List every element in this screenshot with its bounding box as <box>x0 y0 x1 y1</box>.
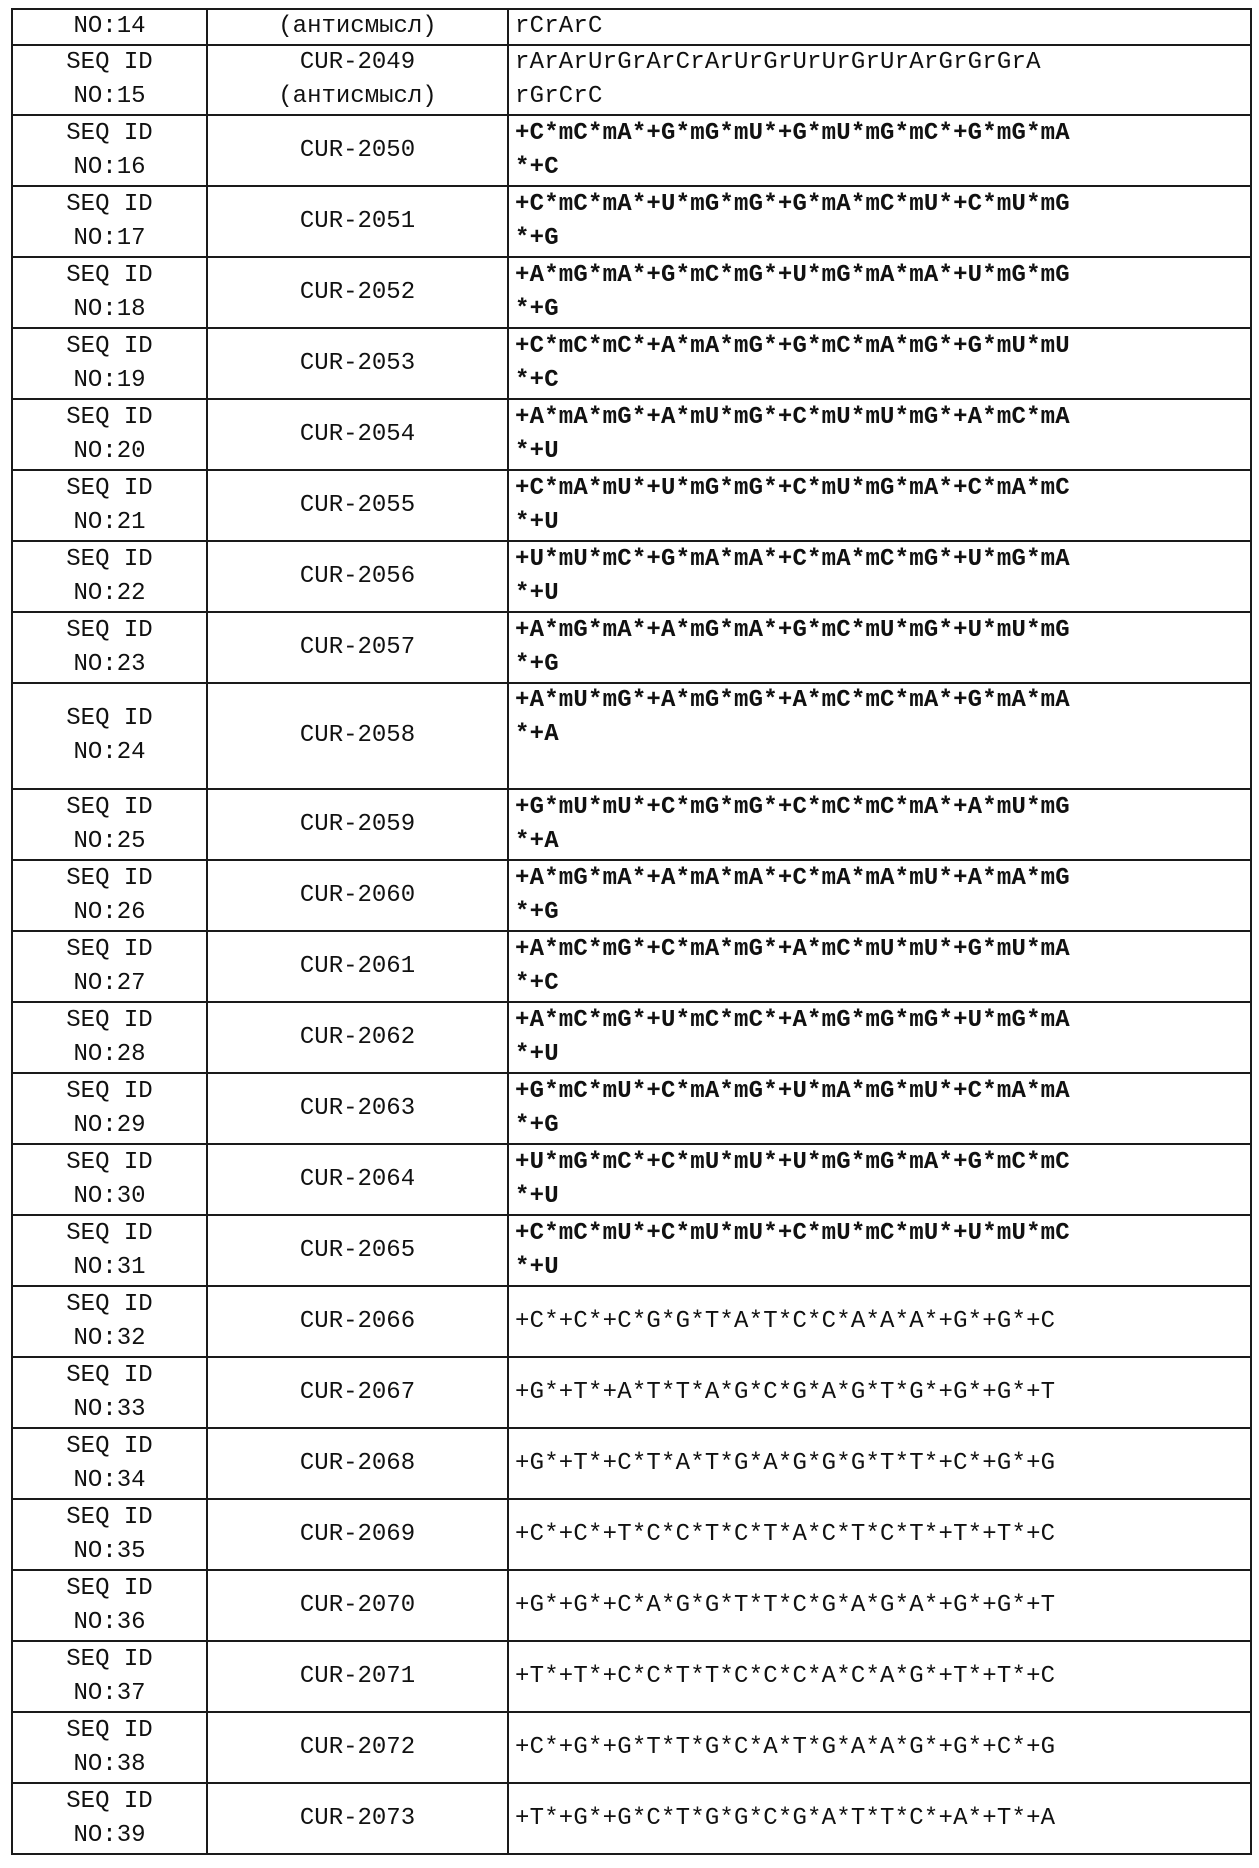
seq-id-cell: SEQ ID NO:24 <box>12 683 207 789</box>
compound-cell: CUR-2051 <box>207 186 508 257</box>
compound-cell: CUR-2061 <box>207 931 508 1002</box>
sequence-cell: +U*mU*mC*+G*mA*mA*+C*mA*mC*mG*+U*mG*mA *+U <box>508 541 1251 612</box>
seq-id-cell: SEQ ID NO:37 <box>12 1641 207 1712</box>
seq-id-cell: SEQ ID NO:31 <box>12 1215 207 1286</box>
compound-cell: CUR-2058 <box>207 683 508 789</box>
sequence-cell: +T*+G*+G*C*T*G*G*C*G*A*T*T*C*+A*+T*+A <box>508 1783 1251 1854</box>
seq-id-cell: SEQ ID NO:38 <box>12 1712 207 1783</box>
table-row <box>12 1499 1251 1570</box>
seq-id-cell: SEQ ID NO:27 <box>12 931 207 1002</box>
table-row <box>12 1215 1251 1286</box>
compound-cell: CUR-2063 <box>207 1073 508 1144</box>
seq-id-cell: SEQ ID NO:22 <box>12 541 207 612</box>
compound-cell: CUR-2057 <box>207 612 508 683</box>
sequence-cell: +A*mG*mA*+A*mA*mA*+C*mA*mA*mU*+A*mA*mG *+G <box>508 860 1251 931</box>
sequence-cell: +C*mC*mC*+A*mA*mG*+G*mC*mA*mG*+G*mU*mU *+C <box>508 328 1251 399</box>
sequence-cell: +G*+T*+A*T*T*A*G*C*G*A*G*T*G*+G*+G*+T <box>508 1357 1251 1428</box>
sequence-cell: +T*+T*+C*C*T*T*C*C*C*A*C*A*G*+T*+T*+C <box>508 1641 1251 1712</box>
compound-cell: CUR-2060 <box>207 860 508 931</box>
seq-id-cell: SEQ ID NO:33 <box>12 1357 207 1428</box>
sequence-cell: +G*+T*+C*T*A*T*G*A*G*G*G*T*T*+C*+G*+G <box>508 1428 1251 1499</box>
sequence-cell: +A*mC*mG*+U*mC*mC*+A*mG*mG*mG*+U*mG*mA *+U <box>508 1002 1251 1073</box>
compound-cell: CUR-2070 <box>207 1570 508 1641</box>
seq-id-cell: SEQ ID NO:23 <box>12 612 207 683</box>
sequence-cell: rCrArC <box>508 9 1251 45</box>
table-row <box>12 1428 1251 1499</box>
seq-id-cell: SEQ ID NO:34 <box>12 1428 207 1499</box>
table-row <box>12 1357 1251 1428</box>
sequence-cell: +G*mU*mU*+C*mG*mG*+C*mC*mC*mA*+A*mU*mG *+A <box>508 789 1251 860</box>
table-row <box>12 1570 1251 1641</box>
seq-id-cell: SEQ ID NO:16 <box>12 115 207 186</box>
seq-id-cell: SEQ ID NO:36 <box>12 1570 207 1641</box>
sequence-cell: rArArUrGrArCrArUrGrUrUrGrUrArGrGrGrA rGrCrC <box>508 45 1251 115</box>
seq-id-cell: SEQ ID NO:19 <box>12 328 207 399</box>
table-row <box>12 9 1251 45</box>
table-row <box>12 1712 1251 1783</box>
sequence-cell: +A*mU*mG*+A*mG*mG*+A*mC*mC*mA*+G*mA*mA *+A <box>508 683 1251 789</box>
table-row <box>12 860 1251 931</box>
compound-cell: CUR-2062 <box>207 1002 508 1073</box>
compound-cell: CUR-2072 <box>207 1712 508 1783</box>
sequence-cell: +C*mC*mU*+C*mU*mU*+C*mU*mC*mU*+U*mU*mC *+U <box>508 1215 1251 1286</box>
seq-id-cell: SEQ ID NO:18 <box>12 257 207 328</box>
table-body <box>12 9 1251 1854</box>
sequence-cell: +C*+C*+C*G*G*T*A*T*C*C*A*A*A*+G*+G*+C <box>508 1286 1251 1357</box>
table-row <box>12 1073 1251 1144</box>
table-row <box>12 789 1251 860</box>
compound-cell: CUR-2049 (антисмысл) <box>207 45 508 115</box>
table-row <box>12 1286 1251 1357</box>
table-row <box>12 45 1251 115</box>
sequence-cell: +C*mC*mA*+G*mG*mU*+G*mU*mG*mC*+G*mG*mA *+C <box>508 115 1251 186</box>
table-row <box>12 115 1251 186</box>
compound-cell: CUR-2064 <box>207 1144 508 1215</box>
seq-id-cell: SEQ ID NO:28 <box>12 1002 207 1073</box>
table-row <box>12 257 1251 328</box>
sequence-cell: +C*mA*mU*+U*mG*mG*+C*mU*mG*mA*+C*mA*mC *+U <box>508 470 1251 541</box>
table-row <box>12 541 1251 612</box>
compound-cell: CUR-2071 <box>207 1641 508 1712</box>
table-row <box>12 683 1251 789</box>
sequence-cell: +G*mC*mU*+C*mA*mG*+U*mA*mG*mU*+C*mA*mA *+G <box>508 1073 1251 1144</box>
seq-id-cell: NO:14 <box>12 9 207 45</box>
table-row <box>12 931 1251 1002</box>
compound-cell: CUR-2068 <box>207 1428 508 1499</box>
sequence-cell: +A*mC*mG*+C*mA*mG*+A*mC*mU*mU*+G*mU*mA *+C <box>508 931 1251 1002</box>
seq-id-cell: SEQ ID NO:21 <box>12 470 207 541</box>
seq-id-cell: SEQ ID NO:20 <box>12 399 207 470</box>
sequence-cell: +C*+G*+G*T*T*G*C*A*T*G*A*A*G*+G*+C*+G <box>508 1712 1251 1783</box>
sequence-cell: +U*mG*mC*+C*mU*mU*+U*mG*mG*mA*+G*mC*mC *+U <box>508 1144 1251 1215</box>
sequence-cell: +G*+G*+C*A*G*G*T*T*C*G*A*G*A*+G*+G*+T <box>508 1570 1251 1641</box>
compound-cell: CUR-2073 <box>207 1783 508 1854</box>
table-row <box>12 1641 1251 1712</box>
compound-cell: CUR-2059 <box>207 789 508 860</box>
table-row <box>12 1783 1251 1854</box>
compound-cell: CUR-2050 <box>207 115 508 186</box>
seq-id-cell: SEQ ID NO:17 <box>12 186 207 257</box>
compound-cell: CUR-2067 <box>207 1357 508 1428</box>
compound-cell: CUR-2056 <box>207 541 508 612</box>
table-row <box>12 328 1251 399</box>
compound-cell: CUR-2066 <box>207 1286 508 1357</box>
table-row <box>12 399 1251 470</box>
compound-cell: (антисмысл) <box>207 9 508 45</box>
seq-id-cell: SEQ ID NO:32 <box>12 1286 207 1357</box>
sequence-cell: +C*+C*+T*C*C*T*C*T*A*C*T*C*T*+T*+T*+C <box>508 1499 1251 1570</box>
seq-id-cell: SEQ ID NO:15 <box>12 45 207 115</box>
seq-id-cell: SEQ ID NO:25 <box>12 789 207 860</box>
table-row <box>12 612 1251 683</box>
compound-cell: CUR-2069 <box>207 1499 508 1570</box>
seq-id-cell: SEQ ID NO:26 <box>12 860 207 931</box>
seq-id-cell: SEQ ID NO:35 <box>12 1499 207 1570</box>
sequence-cell: +A*mA*mG*+A*mU*mG*+C*mU*mU*mG*+A*mC*mA *+U <box>508 399 1251 470</box>
compound-cell: CUR-2053 <box>207 328 508 399</box>
sequence-table <box>11 8 1252 1855</box>
seq-id-cell: SEQ ID NO:29 <box>12 1073 207 1144</box>
seq-id-cell: SEQ ID NO:30 <box>12 1144 207 1215</box>
table-row <box>12 470 1251 541</box>
table-row <box>12 1144 1251 1215</box>
table-row <box>12 1002 1251 1073</box>
sequence-cell: +A*mG*mA*+G*mC*mG*+U*mG*mA*mA*+U*mG*mG *+G <box>508 257 1251 328</box>
compound-cell: CUR-2054 <box>207 399 508 470</box>
compound-cell: CUR-2055 <box>207 470 508 541</box>
compound-cell: CUR-2052 <box>207 257 508 328</box>
sequence-cell: +A*mG*mA*+A*mG*mA*+G*mC*mU*mG*+U*mU*mG *+G <box>508 612 1251 683</box>
seq-id-cell: SEQ ID NO:39 <box>12 1783 207 1854</box>
compound-cell: CUR-2065 <box>207 1215 508 1286</box>
table-row <box>12 186 1251 257</box>
sequence-cell: +C*mC*mA*+U*mG*mG*+G*mA*mC*mU*+C*mU*mG *+G <box>508 186 1251 257</box>
